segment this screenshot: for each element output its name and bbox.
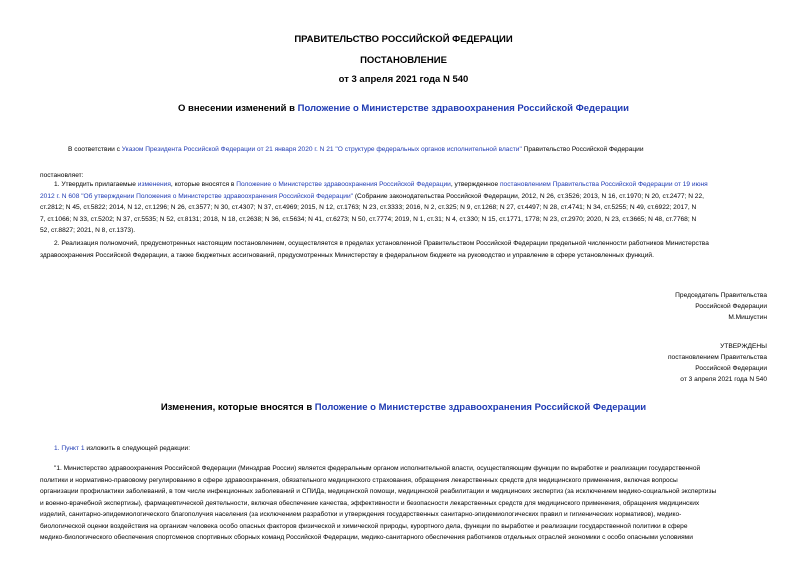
approval-block <box>668 341 767 385</box>
change1-suffix: изложить в следующей редакции: <box>84 445 191 452</box>
title-prefix: О внесении изменений в <box>178 103 298 114</box>
item1-text-a: 1. Утвердить прилагаемые <box>54 181 138 188</box>
regulation-link[interactable]: Положение о Министерстве здравоохранения Российской Федерации <box>236 181 451 188</box>
decree-word: постановляет: <box>40 172 84 179</box>
approval-line3: Российской Федерации <box>695 365 767 372</box>
quote-line2: политики и нормативно-правовому регулированию в сфере здравоохранения, обязательного медицинского страхования, обращения лекарственных средств для медицинского применения, включая вопросы <box>40 476 678 484</box>
government-heading: ПРАВИТЕЛЬСТВО РОССИЙСКОЙ ФЕДЕРАЦИИ <box>294 34 513 45</box>
approval-line2: постановлением Правительства <box>667 354 767 361</box>
item1-citation-start: (Собрание законодательства Российской Федерации, 2012, N 26, ст.3526; 2013, N 16, ст.1970; N 20, ст.2477; N 22, <box>352 192 704 200</box>
approval-line4: от 3 апреля 2021 года N 540 <box>680 376 767 383</box>
presidential-decree-link[interactable]: Указом Президента Российской Федерации от 21 января 2020 г. N 21 "О структуре федеральных органов исполнительной власти" <box>121 146 522 153</box>
item-1-paragraph <box>40 179 768 237</box>
quote-line3: организации профилактики заболеваний, в том числе инфекционных заболеваний и СПИДа, медицинской помощи, медицинской реабилитации и медицинских экспертиз (за исключением медико-социальной экспертизы <box>40 488 717 495</box>
resolution-608-link-part2[interactable]: 2012 г. N 608 "Об утверждении Положения о Министерстве здравоохранения Российской Федерации" <box>40 192 353 200</box>
changes-title-regulation-link[interactable]: Положение о Министерстве здравоохранения Российской Федерации <box>314 402 647 413</box>
title-regulation-link[interactable]: Положение о Министерстве здравоохранения Российской Федерации <box>297 103 629 114</box>
quote-line1: "1. Министерство здравоохранения Российской Федерации (Минздрав России) является федеральным органом исполнительной власти, осуществляющим функции по выработке и реализации государственной <box>54 465 701 472</box>
item2-line2: здравоохранения Российской Федерации, а также бюджетных ассигнований, предусмотренных Министерству в федеральном бюджете на руководство и управление в сфере установленных функций. <box>40 251 654 259</box>
item1-citation-line4: 7, ст.1066; N 33, ст.5202; N 37, ст.5535; N 52, ст.8131; 2018, N 18, ст.2638; N 36, ст.5634; N 41, ст.6273; N 50, ст.7774; 2019, N 1, ст.31; N 4, ст.330; N 15, ст.1771, 1778; N 23, ст.2970; 2020, N 23, ст.3665; N 48, ст.7768; N <box>40 215 697 223</box>
document-title <box>0 103 807 115</box>
signature-position-line1: Председатель Правительства <box>675 292 767 299</box>
preamble-suffix: Правительство Российской Федерации <box>521 146 644 153</box>
changes-title <box>0 402 807 414</box>
item1-text-b: , которые вносятся в <box>170 181 237 188</box>
signature-name: М.Мишустин <box>728 314 767 321</box>
preamble-paragraph <box>68 144 768 156</box>
approval-line1: УТВЕРЖДЕНЫ <box>720 343 767 350</box>
item1-citation-line3: ст.2812; N 45, ст.5822; 2014, N 12, ст.1296; N 26, ст.3577; N 30, ст.4307; N 37, ст.4969; 2015, N 12, ст.1763; N 23, ст.3333; 2016, N 2, ст.325; N 9, ст.1268; N 27, ст.4497; N 28, ст.4741; N 34, ст.5255; N 49, ст.6922; 2017, N <box>40 204 697 211</box>
changes-link[interactable]: изменения <box>137 181 171 188</box>
document-type: ПОСТАНОВЛЕНИЕ <box>360 55 447 66</box>
item-2-paragraph <box>40 238 768 261</box>
point-1-link[interactable]: 1. Пункт 1 <box>54 445 85 452</box>
item1-citation-line5: 52, ст.8827; 2021, N 8, ст.1373). <box>40 227 136 234</box>
signature-position-line2: Российской Федерации <box>695 303 767 310</box>
resolution-608-link-part1[interactable]: постановлением Правительства Российской Федерации от 19 июня <box>499 181 708 188</box>
change-1-instruction <box>54 443 654 455</box>
document-date-number: от 3 апреля 2021 года N 540 <box>338 74 469 85</box>
item1-text-c: , утвержденное <box>450 181 500 188</box>
signature-block <box>675 290 767 323</box>
changes-title-prefix: Изменения, которые вносятся в <box>160 402 315 413</box>
quoted-new-text <box>40 463 768 544</box>
item2-line1: 2. Реализация полномочий, предусмотренных настоящим постановлением, осуществляется в пределах установленной Правительством Российской Федерации предельной численности работников Министерства <box>54 240 709 247</box>
quote-line6: биологической оценки воздействия на организм человека особо опасных факторов физической и химической природы, курортного дела, функции по выработке и реализации государственной политики в сфере <box>40 522 688 530</box>
quote-line7: медико-биологического обеспечения спортсменов спортивных сборных команд Российской Федерации, медико-санитарного обеспечения работников отдельных отраслей экономики с особо опасными условиями <box>40 534 693 541</box>
preamble-prefix: В соответствии с <box>68 146 122 153</box>
quote-line4: и военно-врачебной экспертизы), фармацевтической деятельности, включая обеспечение качества, эффективности и безопасности лекарственных средств для медицинского применения, обращения медицинских <box>40 499 700 507</box>
quote-line5: изделий, санитарно-эпидемиологического благополучия населения (за исключением разработки и утверждения государственных санитарно-эпидемиологических правил и гигиенических нормативов), медико- <box>40 511 682 518</box>
